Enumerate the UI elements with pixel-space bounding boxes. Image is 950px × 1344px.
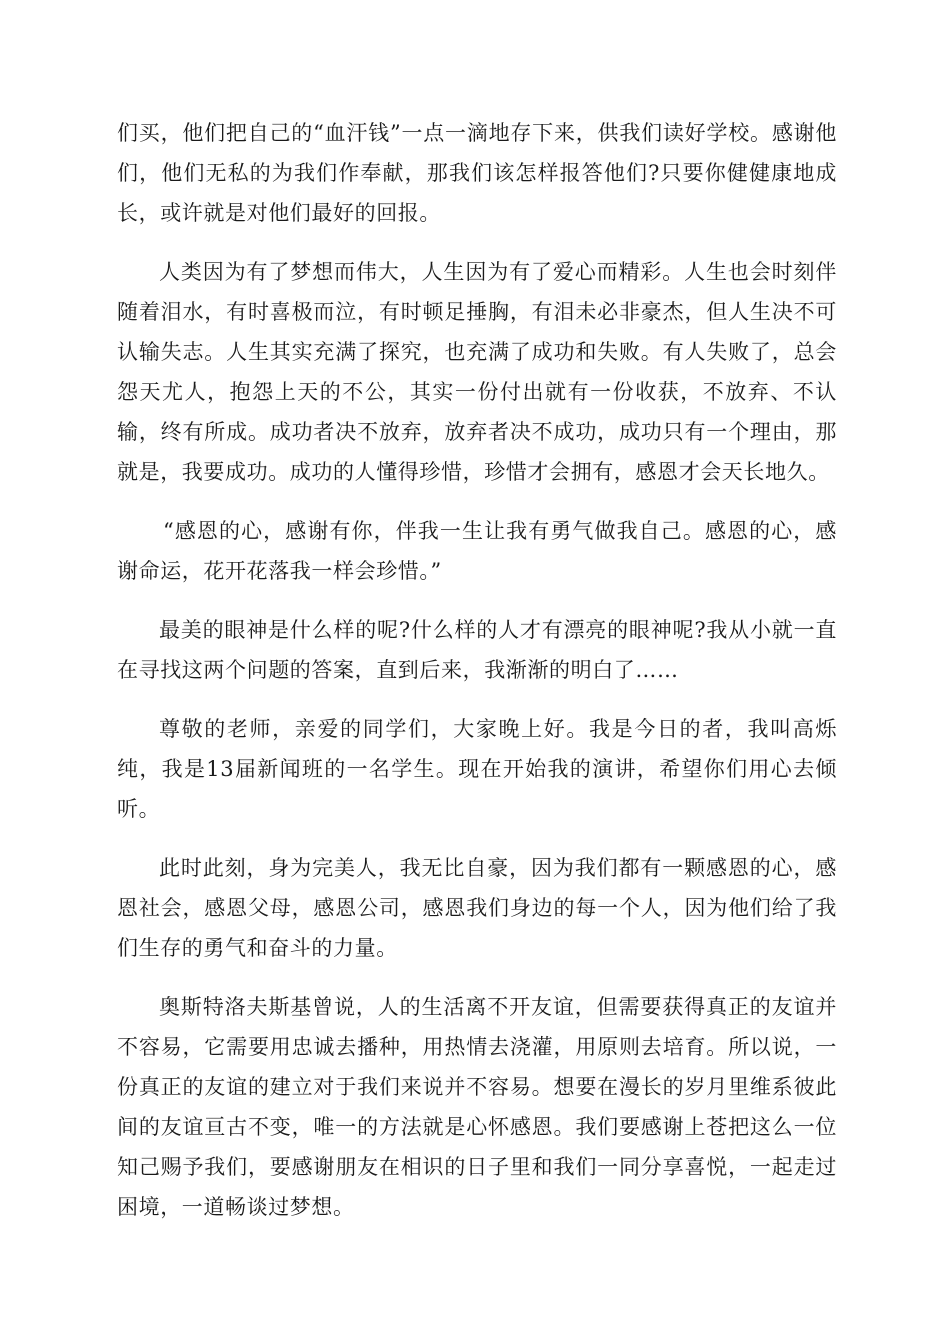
paragraph-continued: 们买，他们把自己的“血汗钱”一点一滴地存下来，供我们读好学校。感谢他们，他们无私的为我们作奉献，那我们该怎样报答他们?只要你健健康地成长，或许就是对他们最好的回报。 <box>117 121 837 225</box>
document-body <box>117 113 837 1246</box>
paragraph-dreams-and-success: 人类因为有了梦想而伟大，人生因为有了爱心而精彩。人生也会时刻伴随着泪水，有时喜极而泣，有时顿足捶胸，有泪未必非豪杰，但人生决不可认输失志。人生其实充满了探究，也充满了成功和失败。有人失败了，总会怨天尤人，抱怨上天的不公，其实一份付出就有一份收获，不放弃、不认输，终有所成。成功者决不放弃，放弃者决不成功，成功只有一个理由，那就是，我要成功。成功的人懂得珍惜，珍惜才会拥有，感恩才会天长地久。 <box>117 260 837 484</box>
paragraph-beautiful-eyes: 最美的眼神是什么样的呢?什么样的人才有漂亮的眼神呢?我从小就一直在寻找这两个问题的答案，直到后来，我渐渐的明白了…… <box>117 618 837 682</box>
paragraph-greeting: 尊敬的老师，亲爱的同学们，大家晚上好。我是今日的者，我叫高烁纯，我是13届新闻班的一名学生。现在开始我的演讲，希望你们用心去倾听。 <box>117 717 837 821</box>
paragraph-gratitude: 此时此刻，身为完美人，我无比自豪，因为我们都有一颗感恩的心，感恩社会，感恩父母，感恩公司，感恩我们身边的每一个人，因为他们给了我们生存的勇气和奋斗的力量。 <box>117 856 837 960</box>
paragraph-song-quote: “感恩的心，感谢有你，伴我一生让我有勇气做我自己。感恩的心，感谢命运，花开花落我一样会珍惜。” <box>117 519 837 583</box>
paragraph-friendship: 奥斯特洛夫斯基曾说，人的生活离不开友谊，但需要获得真正的友谊并不容易，它需要用忠诚去播种，用热情去浇灌，用原则去培育。所以说，一份真正的友谊的建立对于我们来说并不容易。想要在漫长的岁月里维系彼此间的友谊亘古不变，唯一的方法就是心怀感恩。我们要感谢上苍把这么一位知己赐予我们，要感谢朋友在相识的日子里和我们一同分享喜悦，一起走过困境，一道畅谈过梦想。 <box>117 995 837 1219</box>
